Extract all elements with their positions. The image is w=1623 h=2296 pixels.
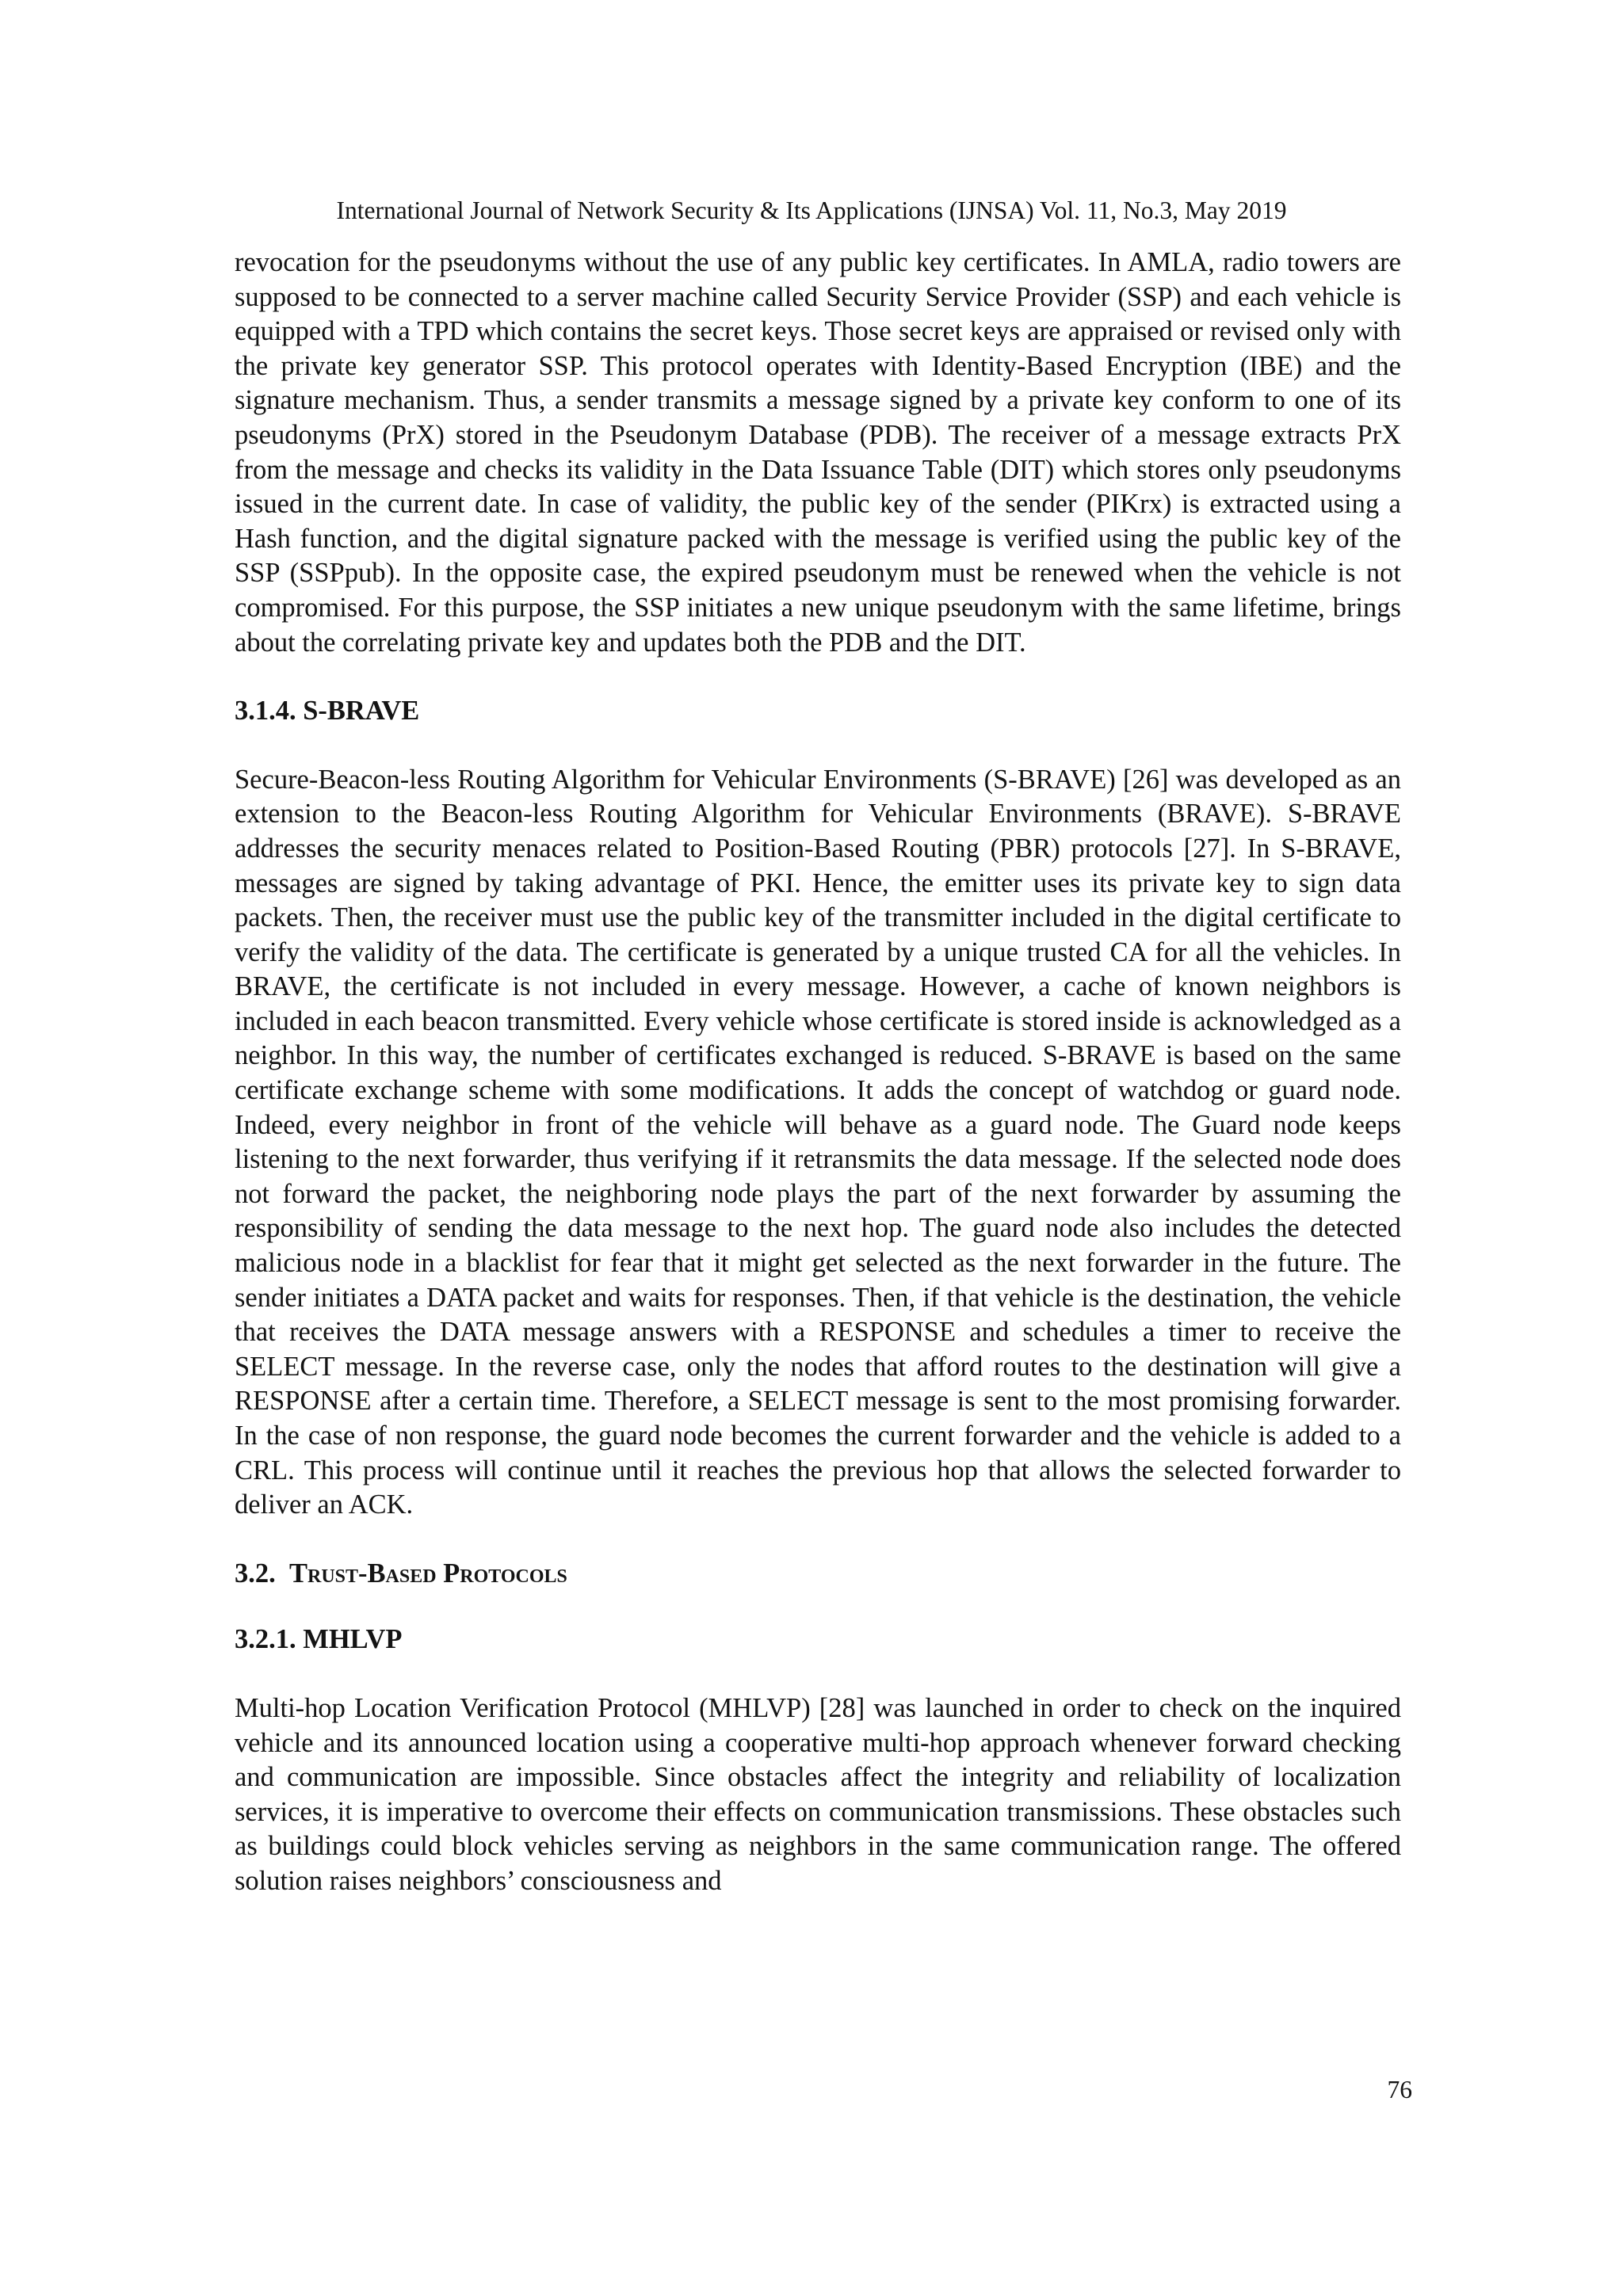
paragraph-mhlvp: Multi-hop Location Verification Protocol (MHLVP) [28] was launched in order to check on the inquired vehicle and its announced location using a cooperative multi-hop approach whenever forward checking and communication are impossible. Since obstacles affect the integrity and reliability of localization services, it is imperative to overcome their effects on communication transmissions. These obstacles such as buildings could block vehicles serving as neighbors in the same communication range. The offered solution raises neighbors’ consciousness and: [235, 1692, 1401, 1896]
paragraph-amla: revocation for the pseudonyms without the use of any public key certificates. In AMLA, radio towers are supposed to be connected to a server machine called Security Service Provider (SSP) and each vehicle is equipped with a TPD which contains the secret keys. Those secret keys are appraised or revised only with the private key generator SSP. This protocol operates with Identity-Based Encryption (IBE) and the signature mechanism. Thus, a sender transmits a message signed by a private key conform to one of its pseudonyms (PrX) stored in the Pseudonym Database (PDB). The receiver of a message extracts PrX from the message and checks its validity in the Data Issuance Table (DIT) which stores only pseudonyms issued in the current date. In case of validity, the public key of the sender (PIKrx) is extracted using a Hash function, and the digital signature packed with the message is verified using the public key of the SSP (SSPpub). In the opposite case, the expired pseudonym must be renewed when the vehicle is not compromised. For this purpose, the SSP initiates a new unique pseudonym with the same lifetime, brings about the correlating private key and updates both the PDB and the DIT.: [235, 247, 1401, 658]
page-number: 76: [1387, 2076, 1412, 2103]
spacer: [235, 1523, 1401, 1557]
heading-trust-based-protocols: [235, 1557, 1401, 1592]
page-body: [235, 246, 1401, 1899]
spacer: [235, 1657, 1401, 1691]
journal-header: International Journal of Network Security & Its Applications (IJNSA) Vol. 11, No.3, May 2019: [336, 196, 1287, 224]
section-title: Trust-Based Protocols: [289, 1558, 567, 1589]
paragraph-s-brave: Secure-Beacon-less Routing Algorithm for Vehicular Environments (S-BRAVE) [26] was developed as an extension to the Beacon-less Routing Algorithm for Vehicular Environments (BRAVE). S-BRAVE addresses the security menaces related to Position-Based Routing (PBR) protocols [27]. In S-BRAVE, messages are signed by taking advantage of PKI. Hence, the emitter uses its private key to sign data packets. Then, the receiver must use the public key of the transmitter included in the digital certificate to verify the validity of the data. The certificate is generated by a unique trusted CA for all the vehicles. In BRAVE, the certificate is not included in every message. However, a cache of known neighbors is included in each beacon transmitted. Every vehicle whose certificate is stored inside is acknowledged as a neighbor. In this way, the number of certificates exchanged is reduced. S-BRAVE is based on the same certificate exchange scheme with some modifications. It adds the concept of watchdog or guard node. Indeed, every neighbor in front of the vehicle will behave as a guard node. The Guard node keeps listening to the next forwarder, thus verifying if it retransmits the data message. If the selected node does not forward the packet, the neighboring node plays the part of the next forwarder by assuming the responsibility of sending the data message to the next hop. The guard node also includes the detected malicious node in a blacklist for fear that it might get selected as the next forwarder in the future. The sender initiates a DATA packet and waits for responses. Then, if that vehicle is the destination, the vehicle that receives the DATA message answers with a RESPONSE and schedules a timer to receive the SELECT message. In the reverse case, only the nodes that afford routes to the destination will give a RESPONSE after a certain time. Therefore, a SELECT message is sent to the most promising forwarder. In the case of non response, the guard node becomes the current forwarder and the vehicle is added to a CRL. This process will continue until it reaches the previous hop that allows the selected forwarder to deliver an ACK.: [235, 764, 1401, 1520]
spacer: [235, 1591, 1401, 1623]
section-number: 3.2.: [235, 1558, 276, 1589]
spacer: [235, 660, 1401, 694]
heading-s-brave: 3.1.4. S-BRAVE: [235, 696, 420, 727]
heading-mhlvp: 3.2.1. MHLVP: [235, 1624, 403, 1655]
spacer: [235, 729, 1401, 763]
